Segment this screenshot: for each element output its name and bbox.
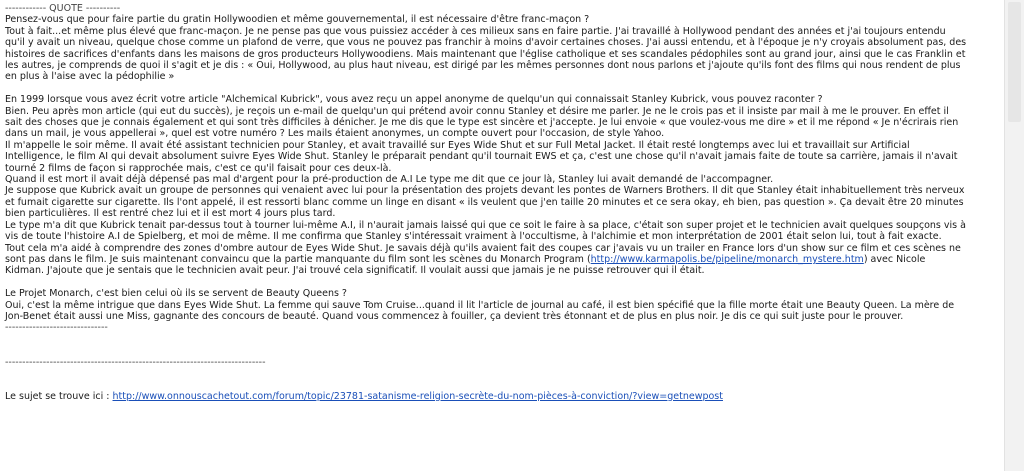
karmapolis-link[interactable]: http://www.karmapolis.be/pipeline/monarch_mystere.htm: [590, 253, 864, 265]
answer-2-paragraph-1: Bien. Peu après mon article (qui eut du succès), je reçois un e-mail de quelqu'un qui prétend avoir connu Stanley et désire me parler. Je ne le crois pas et il insiste par mail à me le prouver. En effet il sait des choses que je connais également et qui sont très difficiles à dénicher. Je me dis que le type est sincère et j'accepte. Je lui envoie « que voulez-vous me dire » et il me répond « Je n'écrirais rien dans un mail, je vous appellerai », quel est votre numéro ? Les mails étaient anonymes, un compte ouvert pour l'occasion, de style Yahoo.: [5, 105, 959, 140]
source-line: [5, 391, 967, 402]
answer-1: Tout à fait...et même plus élevé que franc-maçon. Je ne pense pas que vous puissiez accéder à ces milieux sans en faire partie. J'ai travaillé à Hollywood pendant des années et j'ai toujours entendu qu'il y avait un niveau, quelque chose comme un plafond de verre, que vous ne pouvez pas franchir à moins d'avoir certaines choses. J'ai aussi entendu, et à l'époque je n'y croyais absolument pas, des histoires de sacrifices d'enfants dans les maisons de gros producteurs Hollywoodiens. Mais maintenant que l'église catholique et ses scandales pédophiles sont au grand jour, ainsi que le cas Franklin et les autres, je comprends de quoi il s'agit et je dis : « Oui, Hollywood, au plus haut niveau, est dirigé par les mêmes personnes dont nous parlons et j'ajoute qu'ils font des films qui nous rendent de plus en plus à l'aise avec la pédophilie »: [5, 25, 967, 83]
question-1: Pensez-vous que pour faire partie du gratin Hollywoodien et même gouvernemental, il est nécessaire d'être franc-maçon ?: [5, 14, 590, 26]
source-link[interactable]: http://www.onnouscachetout.com/forum/topic/23781-satanisme-religion-secrète-du-nom-pièces-à-conviction/?view=getnewpost: [112, 390, 723, 402]
quote-header: ------------ QUOTE ----------: [5, 3, 121, 14]
spacer: [5, 277, 967, 288]
scrollbar-thumb[interactable]: [1008, 2, 1021, 122]
quote-end-rule: ------------------------------: [5, 322, 108, 334]
spacer: [5, 334, 967, 357]
spacer: [5, 368, 967, 391]
spacer: [5, 83, 967, 94]
post-content: [5, 3, 967, 402]
answer-2-paragraph-6: [5, 243, 967, 277]
answer-3: Oui, c'est la même intrigue que dans Eyes Wide Shut. La femme qui sauve Tom Cruise...quand il lit l'article de journal au café, il est bien spécifié que la fille morte était une Beauty Queen. La mère de Jon-Benet était aussi une Miss, gagnante des concours de beauté. Quand vous commencez à fouiller, ça devient très étonnant et de plus en plus noir. Je dis ce qui suit juste pour le prouver.: [5, 299, 955, 322]
paragraph-text: ) avec Nicole Kidman. J'ajoute que je sentais que le technicien avait peur. J'ai trouvé cela significatif. Il voulait aussi que jamais je ne puisse retrouver qui il était.: [5, 253, 926, 277]
paragraph-text: Tout cela m'a aidé à comprendre des zones d'ombre autour de Eyes Wide Shut. Je savais déjà qu'ils avaient fait des coupes car j'avais vu un trailer en France lors d'un show sur ce film et ces scènes ne sont pas dans le film. Je suis maintenant convaincu que la partie manquante du film sont les scènes du Monarch Program (: [5, 242, 961, 265]
footer-rule: ----------------------------------------------------------------------------: [5, 356, 266, 368]
source-label: Le sujet se trouve ici :: [5, 390, 113, 402]
question-2: En 1999 lorsque vous avez écrit votre article "Alchemical Kubrick", vous avez reçu un appel anonyme de quelqu'un qui connaissait Stanley Kubrick, vous pouvez raconter ?: [5, 94, 823, 106]
answer-2-paragraph-3: Quand il est mort il avait déjà dépensé pas mal d'argent pour la pré-production de A.I Le type me dit que ce jour là, Stanley lui avait demandé de l'accompagner.: [5, 174, 774, 186]
answer-2-paragraph-2: Il m'appelle le soir même. Il avait été assistant technicien pour Stanley, et avait travaillé sur Eyes Wide Shut et sur Full Metal Jacket. Il était resté longtemps avec lui et travaillait sur Artificial Intelligence, le film AI qui devait absolument suivre Eyes Wide Shut. Stanley le préparait pendant qu'il tournait EWS et ça, c'est une chose qu'il n'avait jamais faite de toute sa carrière, jamais il n'avait tourné 2 films de façon si rapprochée mais, c'est ce qu'il faisait pour ces deux-là.: [5, 139, 958, 174]
vertical-scrollbar[interactable]: [1004, 0, 1024, 471]
answer-2-paragraph-5: Le type m'a dit que Kubrick tenait par-dessus tout à tourner lui-même A.I, il n'aurait jamais laissé qui que ce soit le faire à sa place, c'était son super projet et le technicien avait quelques soupçons vis à vis de toute l'histoire A.I de Spielberg, et moi de même. Il me confirma que Stanley s'intéressait vraiment à l'occultisme, à l'alchimie et mon interprétation de 2001 était selon lui, tout à fait exacte.: [5, 219, 966, 243]
question-3: Le Projet Monarch, c'est bien celui où ils se servent de Beauty Queens ?: [5, 288, 347, 300]
answer-2-paragraph-4: Je suppose que Kubrick avait un groupe de personnes qui venaient avec lui pour la présentation des projets devant les pontes de Warners Brothers. Il dit que Stanley était inhabituellement très nerveux et fumait cigarette sur cigarette. Ils l'ont appelé, il est ressorti blanc comme un linge en disant « ils veulent que j'en taille 20 minutes et ce sera okay, eh bien, pas question ». Ça devait être 20 minutes bien particulières. Il est rentré chez lui et il est mort 4 jours plus tard.: [5, 185, 965, 220]
